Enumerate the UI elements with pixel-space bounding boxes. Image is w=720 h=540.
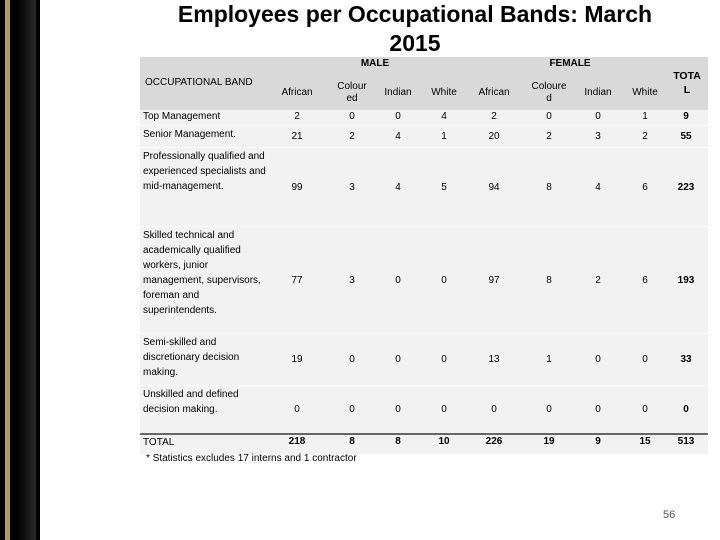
page-title: Employees per Occupational Bands: March 2015 xyxy=(177,1,653,56)
table-cell: 0 xyxy=(349,111,355,122)
row-divider xyxy=(140,226,708,227)
table-cell: 0 xyxy=(349,404,355,415)
sub-header-cell: African xyxy=(281,87,313,98)
table-cell: 0 xyxy=(294,404,300,415)
table-cell: 226 xyxy=(485,436,503,447)
row-label: Skilled technical and academically qualified workers, junior management, supervisors, foreman and superintendents. xyxy=(143,230,261,316)
table-cell: 0 xyxy=(395,404,401,415)
table-cell: 1 xyxy=(546,354,552,365)
row-label: Semi-skilled and discretionary decision making. xyxy=(143,337,240,378)
row-total-cell: 33 xyxy=(680,354,692,365)
row-label: Top Management xyxy=(143,111,221,122)
row-label: Senior Management. xyxy=(143,129,236,140)
table-cell: 19 xyxy=(291,354,303,365)
table-cell: 8 xyxy=(395,436,401,447)
row-label: Professionally qualified and experienced specialists and mid-management. xyxy=(143,151,266,192)
row-total-cell: 513 xyxy=(677,436,695,447)
sub-header-cell: White xyxy=(431,87,457,98)
table-cell: 0 xyxy=(642,404,648,415)
sub-header-cell: Indian xyxy=(584,87,612,98)
sub-header-cell: African xyxy=(478,87,510,98)
male-group-header: MALE xyxy=(360,58,390,69)
table-cell: 8 xyxy=(546,182,552,193)
table-cell: 3 xyxy=(349,182,355,193)
table-cell: 2 xyxy=(349,131,355,142)
table-cell: 218 xyxy=(288,436,306,447)
occupational-bands-table xyxy=(140,57,708,454)
band-column-header: OCCUPATIONAL BAND xyxy=(145,77,253,88)
table-cell: 20 xyxy=(488,131,500,142)
table-cell: 97 xyxy=(488,275,500,286)
table-cell: 77 xyxy=(291,275,303,286)
sub-header-cell: Coloure d xyxy=(531,81,567,104)
row-divider xyxy=(140,147,708,148)
sub-header-cell: Indian xyxy=(384,87,412,98)
row-total-cell: 0 xyxy=(683,404,689,415)
table-cell: 5 xyxy=(441,182,447,193)
table-cell: 8 xyxy=(349,436,355,447)
table-cell: 0 xyxy=(441,404,447,415)
table-cell: 99 xyxy=(291,182,303,193)
table-cell: 4 xyxy=(595,182,601,193)
row-total-cell: 55 xyxy=(680,131,692,142)
page-number: 56 xyxy=(663,509,676,521)
table-cell: 0 xyxy=(395,275,401,286)
table-cell: 15 xyxy=(639,436,651,447)
table-cell: 4 xyxy=(441,111,447,122)
table-cell: 6 xyxy=(642,275,648,286)
table-cell: 0 xyxy=(441,275,447,286)
table-cell: 0 xyxy=(441,354,447,365)
table-cell: 2 xyxy=(491,111,497,122)
table-cell: 2 xyxy=(294,111,300,122)
row-total-cell: 9 xyxy=(683,111,689,122)
row-divider xyxy=(140,125,708,126)
table-cell: 0 xyxy=(395,111,401,122)
table-cell: 2 xyxy=(595,275,601,286)
female-group-header: FEMALE xyxy=(549,58,591,69)
total-row-label: TOTAL xyxy=(143,437,175,448)
row-total-cell: 223 xyxy=(677,182,695,193)
row-total-cell: 193 xyxy=(677,275,695,286)
row-divider xyxy=(140,333,708,334)
table-cell: 19 xyxy=(543,436,555,447)
table-cell: 0 xyxy=(546,111,552,122)
table-cell: 0 xyxy=(595,354,601,365)
table-cell: 21 xyxy=(291,131,303,142)
table-cell: 4 xyxy=(395,182,401,193)
row-divider xyxy=(140,385,708,386)
table-cell: 1 xyxy=(642,111,648,122)
table-cell: 3 xyxy=(349,275,355,286)
table-cell: 0 xyxy=(595,111,601,122)
table-cell: 0 xyxy=(546,404,552,415)
table-cell: 94 xyxy=(488,182,500,193)
table-cell: 8 xyxy=(546,275,552,286)
table-cell: 0 xyxy=(491,404,497,415)
table-cell: 4 xyxy=(395,131,401,142)
total-column-header: TOTA L xyxy=(673,70,701,96)
row-label: Unskilled and defined decision making. xyxy=(143,389,239,415)
table-cell: 6 xyxy=(642,182,648,193)
table-cell: 2 xyxy=(546,131,552,142)
table-cell: 0 xyxy=(595,404,601,415)
sub-header-cell: White xyxy=(632,87,658,98)
table-cell: 13 xyxy=(488,354,500,365)
table-cell: 1 xyxy=(441,131,447,142)
table-cell: 0 xyxy=(349,354,355,365)
table-cell: 9 xyxy=(595,436,601,447)
table-cell: 0 xyxy=(395,354,401,365)
table-cell: 3 xyxy=(595,131,601,142)
decorative-sidebar xyxy=(0,0,40,540)
footnote: * Statistics excludes 17 interns and 1 contractor xyxy=(146,453,357,464)
table-cell: 0 xyxy=(642,354,648,365)
table-cell: 2 xyxy=(642,131,648,142)
table-cell: 10 xyxy=(438,436,450,447)
sub-header-cell: Colour ed xyxy=(337,81,367,104)
